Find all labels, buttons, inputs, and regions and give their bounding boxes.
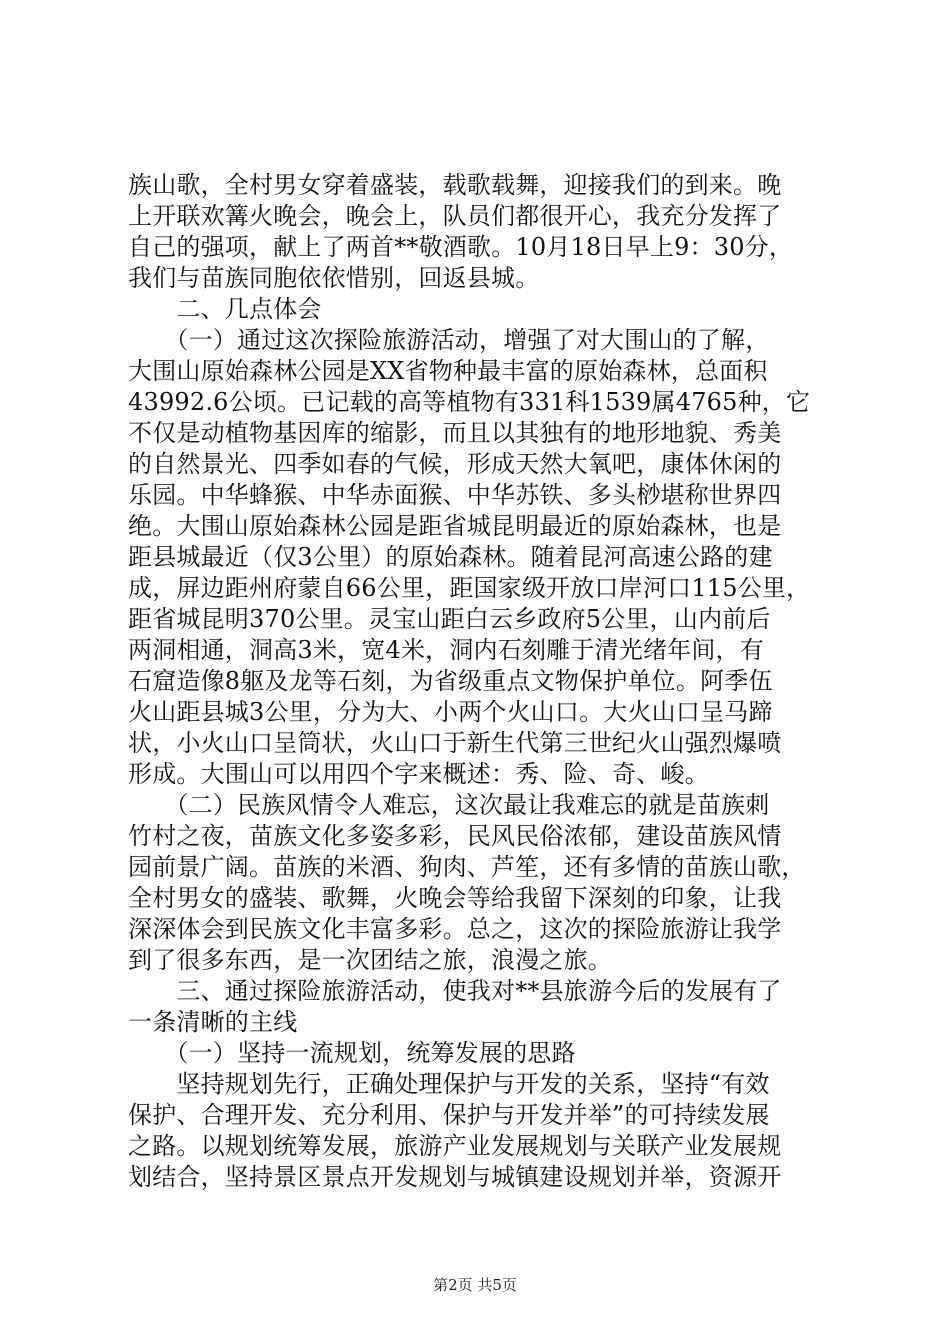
text-line: 保护、合理开发、充分利用、保护与开发并举”的可持续发展 [128,1101,770,1129]
text-line: 全村男女的盛装、歌舞，火晚会等给我留下深刻的印象，让我 [128,884,782,912]
section-heading: 二、几点体会 [128,295,322,323]
text-line: 深深体会到民族文化丰富多彩。总之，这次的探险旅游让我学 [128,915,782,943]
text-line: 石窟造像8躯及龙等石刻，为省级重点文物保护单位。阿季伍 [128,667,773,695]
text-line: 距省城昆明370公里。灵宝山距白云乡政府5公里，山内前后 [128,605,771,633]
text-line: 两洞相通，洞高3米，宽4米，洞内石刻雕于清光绪年间，有 [128,636,764,664]
text-line: 距县城最近（仅3公里）的原始森林。随着昆河高速公路的建 [128,543,773,571]
subsection-heading: （一）坚持一流规划，统筹发展的思路 [128,1039,576,1067]
page-number-footer: 第2页 共5页 [433,1276,517,1294]
text-line: 乐园。中华蜂猴、中华赤面猴、中华苏铁、多头桫堪称世界四 [128,481,782,509]
text-line: 我们与苗族同胞依依惜别，回返县城。 [128,264,540,292]
text-line: 上开联欢篝火晚会，晚会上，队员们都很开心，我充分发挥了 [128,202,782,230]
text-line: （一）通过这次探险旅游活动，增强了对大围山的了解， [128,326,770,354]
text-line: 园前景广阔。苗族的米酒、狗肉、芦笙，还有多情的苗族山歌， [128,853,806,881]
text-line: 形成。大围山可以用四个字来概述：秀、险、奇、峻。 [128,760,709,788]
text-line: 竹村之夜，苗族文化多姿多彩，民风民俗浓郁，建设苗族风情 [128,822,782,850]
section-heading: 一条清晰的主线 [128,1008,298,1036]
text-line: 大围山原始森林公园是XX省物种最丰富的原始森林，总面积 [128,357,768,385]
text-line: 坚持规划先行，正确处理保护与开发的关系，坚持“有效 [128,1070,770,1098]
text-line: 火山距县城3公里，分为大、小两个火山口。大火山口呈马蹄 [128,698,773,726]
text-line: （二）民族风情令人难忘，这次最让我难忘的就是苗族刺 [128,791,770,819]
text-line: 到了很多东西，是一次团结之旅，浪漫之旅。 [128,946,612,974]
text-line: 的自然景光、四季如春的气候，形成天然大氧吧，康体休闲的 [128,450,782,478]
text-line: 划结合，坚持景区景点开发规划与城镇建设规划并举，资源开 [128,1163,782,1191]
text-line: 43992.6公顷。已记载的高等植物有331科1539属4765种，它 [128,388,811,416]
section-heading: 三、通过探险旅游活动，使我对**县旅游今后的发展有了 [128,977,782,1005]
text-line: 成，屏边距州府蒙自66公里，距国家级开放口岸河口115公里， [128,574,811,602]
document-body [128,170,834,1193]
text-line: 绝。大围山原始森林公园是距省城昆明最近的原始森林，也是 [128,512,782,540]
text-line: 状，小火山口呈筒状，火山口于新生代第三世纪火山强烈爆喷 [128,729,782,757]
text-line: 不仅是动植物基因库的缩影，而且以其独有的地形地貌、秀美 [128,419,782,447]
text-line: 自己的强项，献上了两首**敬酒歌。10月18日早上9：30分， [128,233,794,261]
text-line: 之路。以规划统筹发展，旅游产业发展规划与关联产业发展规 [128,1132,782,1160]
text-line: 族山歌，全村男女穿着盛装，载歌载舞，迎接我们的到来。晚 [128,171,782,199]
